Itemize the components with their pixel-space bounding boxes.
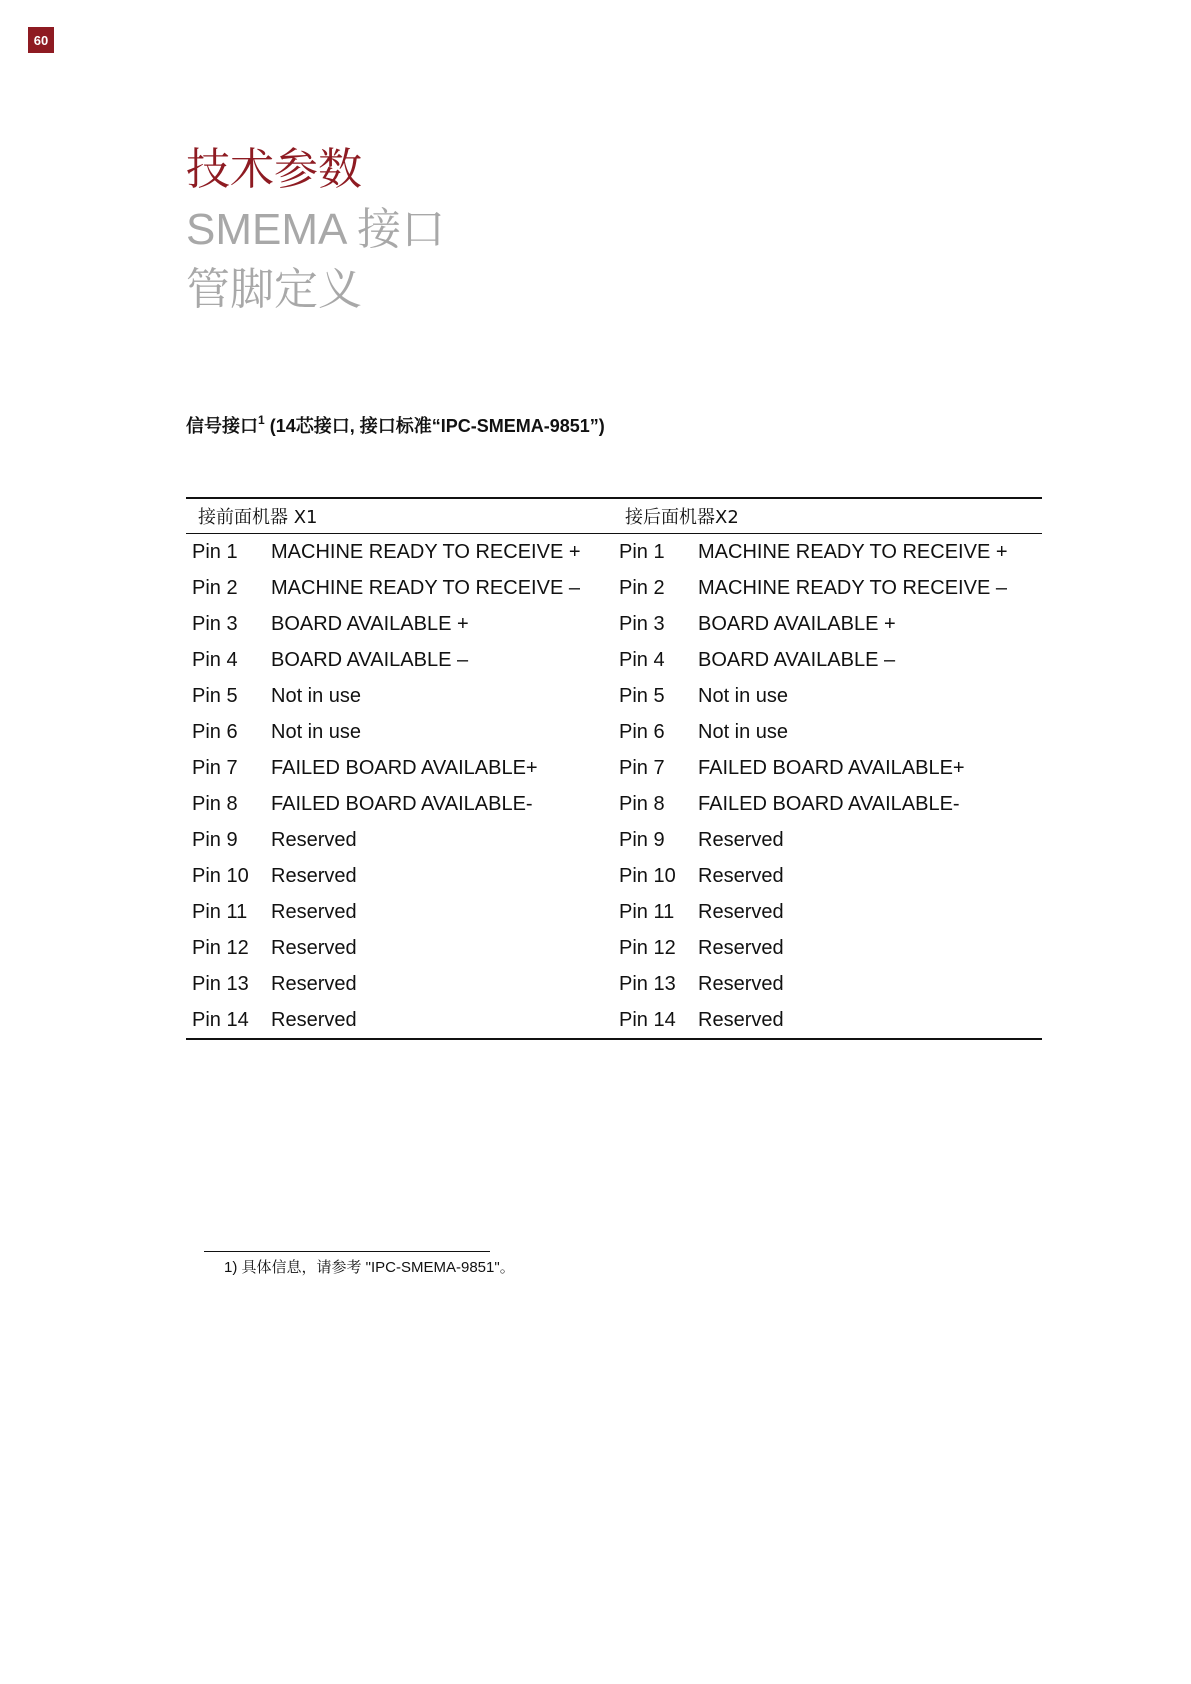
table-row — [186, 714, 1042, 750]
signal-cell-front: MACHINE READY TO RECEIVE – — [271, 576, 580, 599]
pin-cell-front: Pin 3 — [192, 612, 238, 635]
signal-cell-rear: Reserved — [698, 936, 784, 959]
pin-definition-table — [186, 497, 1042, 1040]
subsection-title: 管脚定义 — [186, 264, 362, 315]
signal-cell-front: MACHINE READY TO RECEIVE + — [271, 540, 581, 563]
pin-cell-rear: Pin 3 — [619, 612, 665, 635]
pin-cell-front: Pin 1 — [192, 540, 238, 563]
table-heading-suffix: (14芯接口, 接口标准“IPC-SMEMA-9851”) — [269, 416, 605, 436]
section-title-cjk: 接口 — [357, 204, 446, 255]
table-row — [186, 642, 1042, 678]
signal-cell-front: Reserved — [271, 972, 357, 995]
pin-cell-front: Pin 7 — [192, 756, 238, 779]
pin-cell-front: Pin 12 — [192, 936, 249, 959]
pin-cell-rear: Pin 14 — [619, 1008, 676, 1031]
signal-cell-rear: Reserved — [698, 1008, 784, 1031]
pin-cell-front: Pin 14 — [192, 1008, 249, 1031]
table-row — [186, 822, 1042, 858]
signal-cell-rear: Reserved — [698, 972, 784, 995]
pin-cell-rear: Pin 2 — [619, 576, 665, 599]
signal-cell-rear: BOARD AVAILABLE – — [698, 648, 896, 671]
pin-cell-rear: Pin 8 — [619, 792, 665, 815]
header-rear-machine: 接后面机器X2 — [613, 498, 1042, 534]
header-front-machine: 接前面机器 X1 — [186, 498, 613, 534]
footnote-reference: 1 — [258, 413, 265, 427]
signal-cell-front: FAILED BOARD AVAILABLE+ — [271, 756, 538, 779]
pin-cell-front: Pin 11 — [192, 900, 248, 923]
table-row — [186, 534, 1042, 571]
table-row — [186, 966, 1042, 1002]
signal-cell-front: Not in use — [271, 720, 362, 743]
signal-cell-front: Reserved — [271, 864, 357, 887]
table-row — [186, 570, 1042, 606]
pin-cell-rear: Pin 7 — [619, 756, 665, 779]
signal-cell-front: Not in use — [271, 684, 362, 707]
signal-cell-front: FAILED BOARD AVAILABLE- — [271, 792, 533, 815]
pin-cell-front: Pin 5 — [192, 684, 238, 707]
signal-cell-front: Reserved — [271, 900, 357, 923]
page-number-badge: 60 — [28, 27, 54, 53]
signal-cell-front: Reserved — [271, 1008, 357, 1031]
pin-cell-front: Pin 9 — [192, 828, 238, 851]
table-heading-prefix: 信号接口 — [186, 416, 258, 436]
signal-cell-rear: FAILED BOARD AVAILABLE- — [698, 792, 960, 815]
table-row — [186, 606, 1042, 642]
pin-cell-front: Pin 8 — [192, 792, 238, 815]
signal-cell-rear: Reserved — [698, 900, 784, 923]
table-row — [186, 858, 1042, 894]
section-title-latin: SMEMA — [186, 205, 345, 254]
signal-cell-rear: BOARD AVAILABLE + — [698, 612, 896, 635]
signal-cell-front: BOARD AVAILABLE + — [271, 612, 469, 635]
section-title — [186, 200, 445, 260]
table-row — [186, 786, 1042, 822]
pin-cell-rear: Pin 12 — [619, 936, 676, 959]
signal-cell-front: Reserved — [271, 828, 357, 851]
pin-cell-rear: Pin 6 — [619, 720, 665, 743]
table-row — [186, 894, 1042, 930]
signal-cell-rear: Not in use — [698, 720, 789, 743]
table-row — [186, 678, 1042, 714]
table-row — [186, 930, 1042, 966]
page-title: 技术参数 — [186, 144, 362, 195]
signal-cell-rear: Not in use — [698, 684, 789, 707]
pin-cell-front: Pin 10 — [192, 864, 249, 887]
table-row — [186, 1002, 1042, 1039]
signal-cell-rear: MACHINE READY TO RECEIVE – — [698, 576, 1007, 599]
footnote: 1) 具体信息，请参考 "IPC-SMEMA-9851"。 — [224, 1259, 515, 1276]
footnote-divider — [204, 1251, 490, 1252]
pin-cell-rear: Pin 9 — [619, 828, 665, 851]
pin-cell-front: Pin 13 — [192, 972, 249, 995]
pin-cell-rear: Pin 1 — [619, 540, 665, 563]
table-row — [186, 750, 1042, 786]
pin-cell-front: Pin 4 — [192, 648, 238, 671]
signal-cell-rear: Reserved — [698, 828, 784, 851]
signal-cell-front: Reserved — [271, 936, 357, 959]
signal-cell-rear: Reserved — [698, 864, 784, 887]
pin-cell-rear: Pin 4 — [619, 648, 665, 671]
signal-cell-rear: FAILED BOARD AVAILABLE+ — [698, 756, 965, 779]
table-header-row — [186, 498, 1042, 534]
pin-cell-rear: Pin 11 — [619, 900, 675, 923]
pin-cell-rear: Pin 10 — [619, 864, 676, 887]
pin-cell-front: Pin 2 — [192, 576, 238, 599]
pin-cell-rear: Pin 13 — [619, 972, 676, 995]
pin-rows — [186, 534, 1042, 1040]
signal-cell-rear: MACHINE READY TO RECEIVE + — [698, 540, 1008, 563]
signal-cell-front: BOARD AVAILABLE – — [271, 648, 469, 671]
table-heading — [186, 412, 605, 438]
pin-cell-rear: Pin 5 — [619, 684, 665, 707]
pin-cell-front: Pin 6 — [192, 720, 238, 743]
title-block — [186, 140, 445, 320]
